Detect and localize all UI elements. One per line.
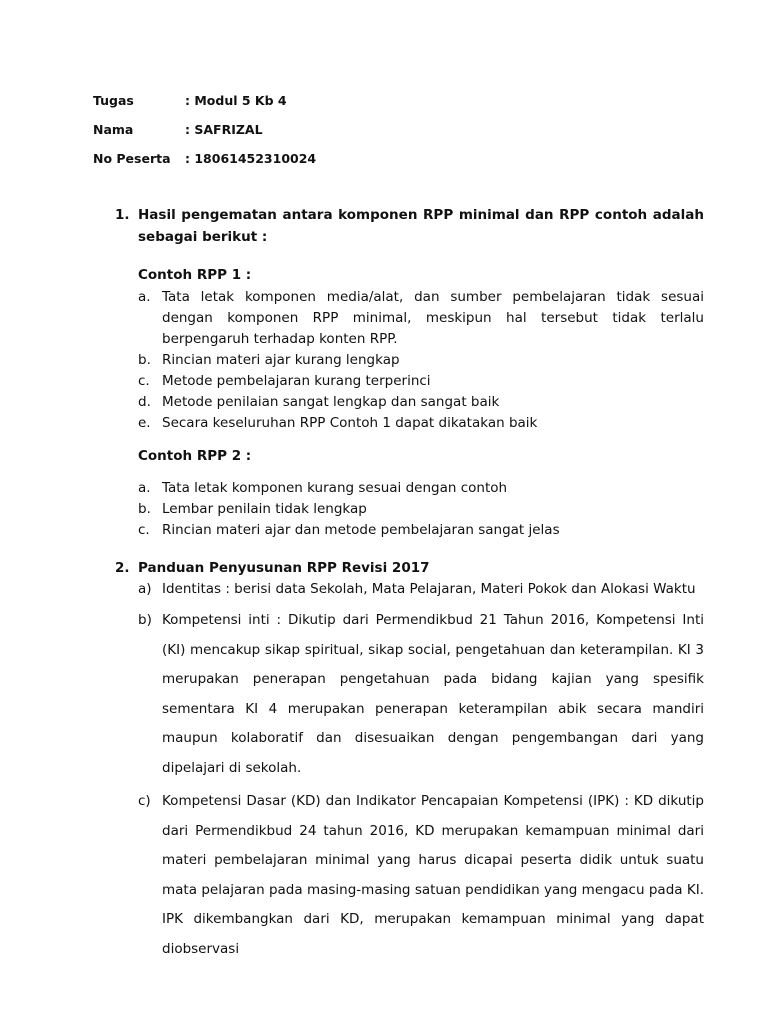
list-item [138, 499, 704, 520]
list-item-text: Kompetensi Dasar (KD) dan Indikator Pencapaian Kompetensi (IPK) : KD dikutip dari Permendikbud 24 tahun 2016, KD merupakan kemampuan minimal dari materi pembelajaran minimal yang harus dicapai peserta didik untuk suatu mata pelajaran pada masing-masing satuan pendidikan yang mengacu pada KI. IPK dikembangkan dari KD, merupakan kemampuan minimal yang dapat diobservasi [162, 793, 704, 957]
header-value: : SAFRIZAL [185, 122, 263, 137]
list-item [138, 413, 704, 434]
list-marker: d. [138, 394, 151, 410]
list-item-text: Metode penilaian sangat lengkap dan sangat baik [162, 394, 500, 410]
header-label: Tugas [93, 93, 134, 108]
list-marker: a. [138, 480, 151, 496]
section-heading: Panduan Penyusunan RPP Revisi 2017 [138, 560, 430, 576]
list-item-text: Tata letak komponen kurang sesuai dengan contoh [162, 480, 508, 496]
list-item-text: Rincian materi ajar dan metode pembelajaran sangat jelas [162, 522, 560, 538]
list-item [138, 392, 704, 413]
section-number: 2. [115, 560, 130, 576]
header-value: : Modul 5 Kb 4 [185, 93, 287, 108]
header-row-no-peserta [93, 144, 316, 173]
header-row-nama [93, 115, 316, 144]
list-item [138, 371, 704, 392]
assignment-header [93, 86, 316, 173]
header-value: : 18061452310024 [185, 151, 317, 166]
list-item-text: Identitas : berisi data Sekolah, Mata Pelajaran, Materi Pokok dan Alokasi Waktu [162, 581, 696, 597]
list-item [138, 350, 704, 371]
section-number: 1. [115, 207, 130, 223]
list-item-text: Secara keseluruhan RPP Contoh 1 dapat dikatakan baik [162, 415, 538, 431]
list-item [138, 520, 704, 541]
list-item-text: Rincian materi ajar kurang lengkap [162, 352, 400, 368]
list-item [138, 287, 704, 350]
contoh-rpp-2-title: Contoh RPP 2 : [138, 448, 252, 464]
list-marker: c. [138, 373, 150, 389]
list-item-text: Lembar penilain tidak lengkap [162, 501, 367, 517]
section-heading: Hasil pengematan antara komponen RPP minimal dan RPP contoh adalah sebagai berikut : [138, 207, 704, 245]
panduan-list [138, 578, 704, 601]
list-marker: b. [138, 501, 151, 517]
list-marker: a) [138, 581, 152, 597]
panduan-list-detail [138, 606, 704, 964]
list-marker: b) [138, 612, 152, 628]
list-item-text: Metode pembelajaran kurang terperinci [162, 373, 431, 389]
section-body [138, 204, 704, 541]
contoh-rpp-1-title: Contoh RPP 1 : [138, 267, 252, 283]
section-1 [115, 204, 704, 541]
list-item-text: Tata letak komponen media/alat, dan sumber pembelajaran tidak sesuai dengan komponen RPP minimal, meskipun hal tersebut tidak terlalu berpengaruh terhadap konten RPP. [162, 289, 704, 347]
list-item [138, 578, 704, 601]
list-marker: c) [138, 793, 151, 809]
section-body [138, 557, 704, 964]
header-row-tugas [93, 86, 316, 115]
list-item-text: Kompetensi inti : Dikutip dari Permendikbud 21 Tahun 2016, Kompetensi Inti (KI) mencakup sikap spiritual, sikap social, pengetahuan dan keterampilan. KI 3 merupakan penerapan pengetahuan pada bidang kajian yang spesifik sementara KI 4 merupakan penerapan keterampilan abik secara mandiri maupun kolaboratif dan disesuaikan dengan pengembangan dari yang dipelajari di sekolah. [162, 612, 704, 776]
list-marker: a. [138, 289, 151, 305]
list-marker: c. [138, 522, 150, 538]
list-item [138, 787, 704, 964]
list-marker: b. [138, 352, 151, 368]
contoh-rpp-1-list [138, 287, 704, 434]
list-item [138, 606, 704, 783]
header-label: No Peserta [93, 151, 171, 166]
header-label: Nama [93, 122, 134, 137]
list-marker: e. [138, 415, 151, 431]
list-item [138, 478, 704, 499]
section-2 [115, 557, 704, 964]
contoh-rpp-2-list [138, 478, 704, 541]
